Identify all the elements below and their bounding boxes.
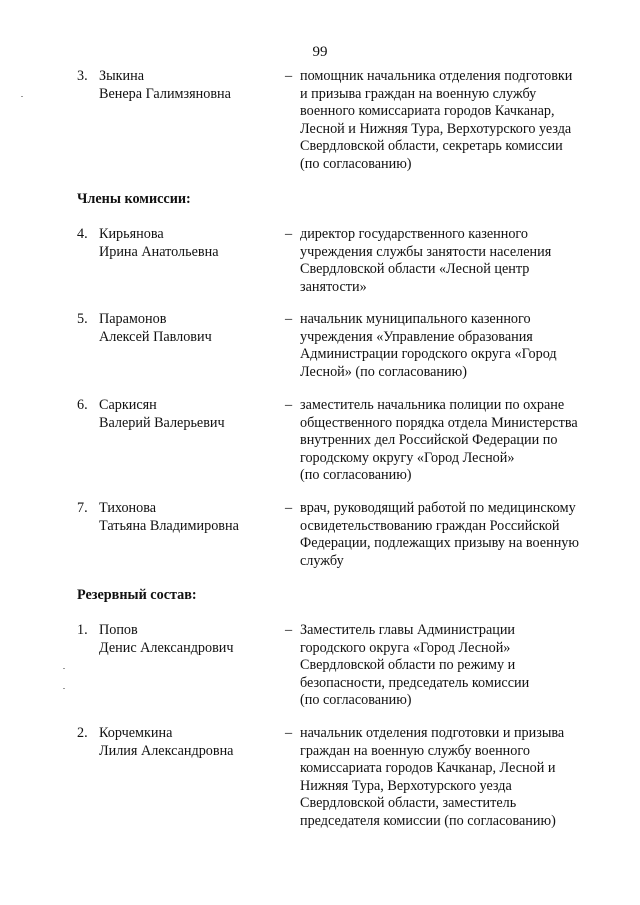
entry-description: [300, 226, 600, 296]
desc-line: внутренних дел Российской Федерации по: [300, 432, 558, 449]
desc-line: Федерации, подлежащих призыву на военную: [300, 535, 579, 552]
entry-dash: –: [285, 500, 293, 516]
desc-line: освидетельствованию граждан Российской: [300, 517, 560, 534]
desc-line: городскому округу «Город Лесной»: [300, 449, 515, 466]
entry-number: 3.: [77, 68, 88, 84]
entry-description: [300, 622, 600, 710]
entry-name: [99, 500, 284, 535]
name-line: Валерий Валерьевич: [99, 414, 225, 431]
scan-speck: [21, 96, 23, 97]
name-line: Алексей Павлович: [99, 328, 212, 345]
desc-line: Свердловской области «Лесной центр: [300, 261, 530, 278]
desc-line: врач, руководящий работой по медицинскому: [300, 500, 576, 516]
desc-line: (по согласованию): [300, 155, 412, 172]
desc-line: граждан на военную службу военного: [300, 742, 530, 759]
desc-line: начальник отделения подготовки и призыва: [300, 725, 565, 741]
name-line: Парамонов: [99, 311, 167, 327]
entry-name: [99, 397, 284, 432]
desc-line: Заместитель главы Администрации: [300, 622, 516, 638]
scan-speck: [63, 688, 65, 689]
name-line: Саркисян: [99, 397, 157, 413]
desc-line: безопасности, председатель комиссии: [300, 674, 530, 691]
name-line: Лилия Александровна: [99, 742, 234, 759]
entry-description: [300, 68, 600, 174]
entry-dash: –: [285, 311, 293, 327]
entry-dash: –: [285, 226, 293, 242]
desc-line: городского округа «Город Лесной»: [300, 639, 511, 656]
page-number: 99: [312, 44, 328, 60]
desc-line: (по согласованию): [300, 467, 412, 484]
desc-line: учреждения «Управление образования: [300, 328, 533, 345]
desc-line: комиссариата городов Качканар, Лесной и: [300, 760, 556, 777]
desc-line: и призыва граждан на военную службу: [300, 85, 537, 102]
scan-speck: [63, 668, 65, 669]
desc-line: начальник муниципального казенного: [300, 311, 531, 327]
entry-description: [300, 397, 600, 485]
entry-name: [99, 622, 284, 657]
name-line: Кирьянова: [99, 226, 164, 242]
entry-number: 6.: [77, 397, 88, 413]
entry-number: 5.: [77, 311, 88, 327]
name-line: Попов: [99, 622, 138, 638]
desc-line: помощник начальника отделения подготовки: [300, 68, 573, 84]
entry-description: [300, 311, 600, 381]
entry-number: 4.: [77, 226, 88, 242]
name-line: Татьяна Владимировна: [99, 517, 239, 534]
entry-dash: –: [285, 397, 293, 413]
desc-line: общественного порядка отдела Министерства: [300, 414, 578, 431]
desc-line: Свердловской области по режиму и: [300, 657, 516, 674]
desc-line: (по согласованию): [300, 692, 412, 709]
entry-description: [300, 500, 600, 570]
desc-line: Администрации городского округа «Город: [300, 346, 557, 363]
desc-line: Лесной» (по согласованию): [300, 363, 467, 380]
desc-line: военного комиссариата городов Качканар,: [300, 103, 555, 120]
entry-number: 1.: [77, 622, 88, 638]
desc-line: Нижняя Тура, Верхотурского уезда: [300, 777, 512, 794]
desc-line: заместитель начальника полиции по охране: [300, 397, 565, 413]
section-heading-members: Члены комиссии:: [77, 191, 191, 207]
desc-line: директор государственного казенного: [300, 226, 528, 242]
entry-name: [99, 311, 284, 346]
entry-dash: –: [285, 622, 293, 638]
entry-name: [99, 725, 284, 760]
entry-number: 2.: [77, 725, 88, 741]
name-line: Корчемкина: [99, 725, 173, 741]
section-heading-reserve: Резервный состав:: [77, 587, 197, 603]
entry-dash: –: [285, 725, 293, 741]
entry-name: [99, 226, 284, 261]
desc-line: Свердловской области, секретарь комиссии: [300, 138, 563, 155]
entry-description: [300, 725, 600, 831]
name-line: Зыкина: [99, 68, 145, 84]
name-line: Тихонова: [99, 500, 157, 516]
desc-line: учреждения службы занятости населения: [300, 243, 552, 260]
desc-line: председателя комиссии (по согласованию): [300, 812, 556, 829]
desc-line: Лесной и Нижняя Тура, Верхотурского уезда: [300, 120, 572, 137]
name-line: Денис Александрович: [99, 639, 234, 656]
desc-line: занятости»: [300, 278, 367, 295]
name-line: Ирина Анатольевна: [99, 243, 219, 260]
entry-dash: –: [285, 68, 293, 84]
name-line: Венера Галимзяновна: [99, 85, 231, 102]
desc-line: Свердловской области, заместитель: [300, 795, 517, 812]
entry-name: [99, 68, 284, 103]
desc-line: службу: [300, 552, 344, 569]
entry-number: 7.: [77, 500, 88, 516]
